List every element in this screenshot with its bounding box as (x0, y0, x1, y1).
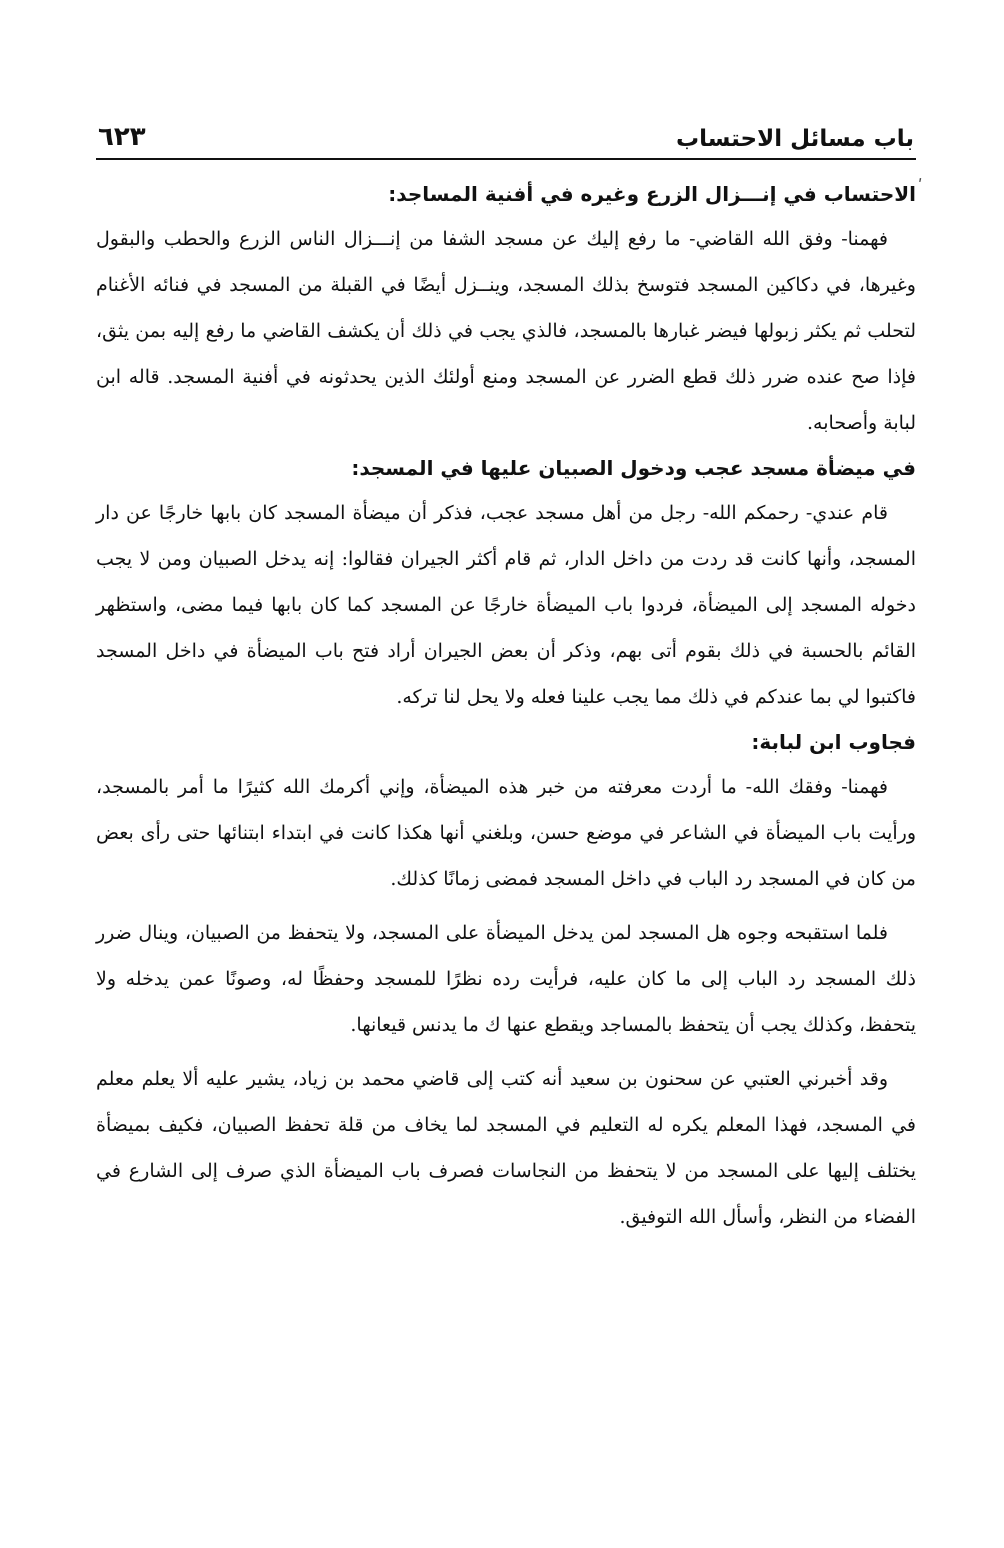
paragraph: فلما استقبحه وجوه هل المسجد لمن يدخل الميضأة على المسجد، ولا يتحفظ من الصبيان، وينال ضرر ذلك المسجد رد الباب إلى ما كان عليه، فرأيت رده نظرًا للمسجد وحفظًا له، وصونًا عمن يدخله ولا يتحفظ، وكذلك يجب أن يتحفظ بالمساجد ويقطع عنها ك ما يدنس قيعانها. (96, 922, 916, 1036)
section-heading: فجاوب ابن لبابة: (751, 730, 916, 754)
paragraph: فهمنا- وفق الله القاضي- ما رفع إليك عن مسجد الشفا من إنـــزال الناس الزرع والحطب والبقول وغيرها، في دكاكين المسجد فتوسخ بذلك المسجد، وينــزل أيضًا في القبلة من المسجد في فنائه الأغنام لتحلب ثم يكثر زبولها فيضر غبارها بالمسجد، فالذي يجب في ذلك أن يكشف القاضي ما رفع إليه بمن يثق، فإذا صح عنده ضرر ذلك قطع الضرر عن المسجد ومنع أولئك الذين يحدثونه في أفنية المسجد. قاله ابن لبابة وأصحابه. (96, 228, 916, 434)
paragraph: وقد أخبرني العتبي عن سحنون بن سعيد أنه كتب إلى قاضي محمد بن زياد، يشير عليه ألا يعلم معلم في المسجد، فهذا المعلم يكره له التعليم في المسجد لما يخاف من قلة تحفظ الصبيان، فكيف بميضأة يختلف إليها على المسجد من لا يتحفظ من النجاسات فصرف باب الميضأة الذي صرف إلى الشارع في الفضاء من النظر، وأسأل الله التوفيق. (96, 1068, 916, 1228)
paragraph: قام عندي- رحمكم الله- رجل من أهل مسجد عجب، فذكر أن ميضأة المسجد كان بابها خارجًا عن دار المسجد، وأنها كانت قد ردت من داخل الدار، ثم قام أكثر الجيران فقالوا: إنه يدخل الصبيان ومن لا يجب دخوله المسجد إلى الميضأة، فردوا باب الميضأة خارجًا عن المسجد كما كان بابها فيما مضى، واستظهر القائم بالحسبة في ذلك بقوم أتى بهم، وذكر أن بعض الجيران أراد فتح باب الميضأة في داخل المسجد فاكتبوا لي بما عندكم في ذلك مما يجب علينا فعله ولا يحل لنا تركه. (96, 502, 916, 708)
running-header (96, 110, 916, 160)
book-page (96, 110, 916, 1240)
section-ablution-place (96, 446, 916, 720)
page-number: ٦٢٣ (98, 122, 146, 152)
margin-tick-mark: ʹ (918, 176, 923, 195)
section-ibn-lubaba-answer (96, 720, 916, 1240)
section-fields-mosque (96, 172, 916, 446)
paragraph: فهمنا- وفقك الله- ما أردت معرفته من خبر هذه الميضأة، وإني أكرمك الله كثيرًا ما أمر بالمسجد، ورأيت باب الميضأة في الشاعر في موضع حسن، وبلغني أنها هكذا كانت في ابتداء ابتنائها حتى رأى بعض من كان في المسجد رد الباب في داخل المسجد فمضى زمانًا كذلك. (96, 776, 916, 890)
page-body (96, 172, 916, 1240)
section-heading: في ميضأة مسجد عجب ودخول الصبيان عليها في المسجد: (351, 456, 916, 480)
section-heading: الاحتساب في إنـــزال الزرع وغيره في أفنية المساجد: (388, 182, 916, 206)
chapter-title: باب مسائل الاحتساب (676, 126, 914, 152)
